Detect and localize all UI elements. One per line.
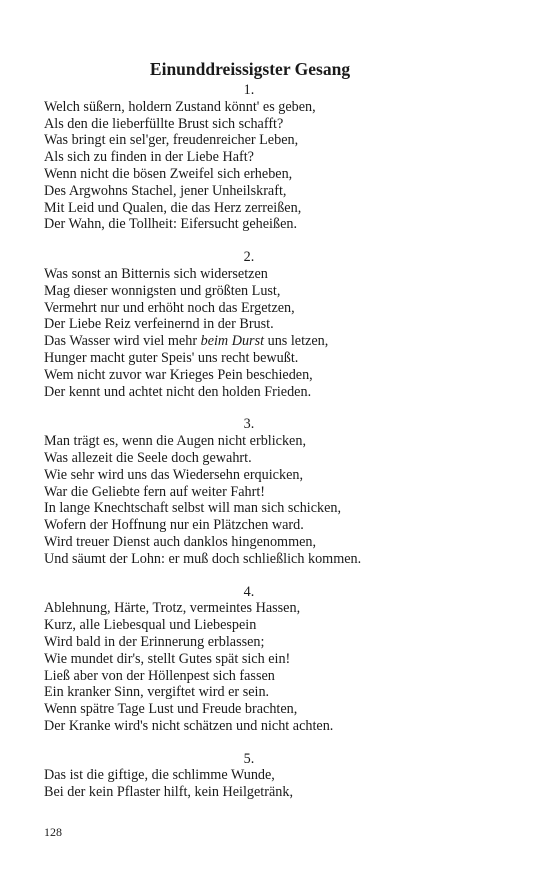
italic-text: beim Durst — [200, 333, 265, 350]
stanza — [44, 751, 504, 801]
verse-line: Wird bald in der Erinnerung erblassen; — [44, 633, 265, 650]
verse-line: Was allezeit die Seele doch gewahrt. — [44, 449, 252, 466]
verse-line: In lange Knechtschaft selbst will man sich schicken, — [44, 500, 342, 517]
verse-line: Vermehrt nur und erhöht noch das Ergetzen, — [44, 299, 295, 316]
verse-line: Das ist die giftige, die schlimme Wunde, — [44, 767, 275, 784]
stanza-number: 5. — [243, 750, 255, 767]
page-number: 128 — [44, 825, 62, 839]
verse-line: Man trägt es, wenn die Augen nicht erblicken, — [44, 433, 306, 450]
stanza-number: 3. — [243, 416, 255, 433]
verse-line: Was bringt ein sel'ger, freudenreicher Leben, — [44, 132, 299, 149]
verse-line: Wenn nicht die bösen Zweifel sich erheben, — [44, 165, 293, 182]
verse-line: Wie mundet dir's, stellt Gutes spät sich ein! — [44, 650, 291, 667]
stanza-number: 1. — [243, 82, 255, 98]
verse-line: Kurz, alle Liebesqual und Liebespein — [44, 617, 257, 634]
verse-line: Wem nicht zuvor war Krieges Pein beschieden, — [44, 366, 313, 383]
verse-line: Der Liebe Reiz verfeinernd in der Brust. — [44, 316, 274, 333]
verse-line: Wird treuer Dienst auch danklos hingenommen, — [44, 533, 317, 550]
verse-line: Was sonst an Bitternis sich widersetzen — [44, 265, 268, 282]
canto-title: Einunddreissigster Gesang — [149, 59, 351, 79]
verse-line: Der Kranke wird's nicht schätzen und nicht achten. — [44, 717, 334, 734]
verse-line: Wenn spätre Tage Lust und Freude brachten, — [44, 701, 298, 718]
stanza — [44, 416, 504, 567]
stanza-number: 4. — [243, 583, 255, 600]
verse-line: Bei der kein Pflaster hilft, kein Heilgetränk, — [44, 784, 293, 801]
verse-line: Mag dieser wonnigsten und größten Lust, — [44, 282, 281, 299]
verse-line: Welch süßern, holdern Zustand könnt' es geben, — [44, 98, 316, 115]
verse-line: Mit Leid und Qualen, die das Herz zerreißen, — [44, 199, 302, 216]
verse-line: Des Argwohns Stachel, jener Unheilskraft, — [44, 182, 287, 199]
verse-line: Wie sehr wird uns das Wiedersehn erquicken, — [44, 466, 304, 483]
verse-line: Als sich zu finden in der Liebe Haft? — [44, 149, 254, 166]
stanza — [44, 584, 504, 735]
verse-line: Der kennt und achtet nicht den holden Frieden. — [44, 383, 312, 400]
verse-line: Ablehnung, Härte, Trotz, vermeintes Hassen, — [44, 600, 301, 617]
stanza — [44, 249, 504, 400]
verse-line: Und säumt der Lohn: er muß doch schließlich kommen. — [44, 550, 362, 567]
verse-line: Hunger macht guter Speis' uns recht bewußt. — [44, 349, 299, 366]
stanza-list — [44, 82, 504, 817]
verse-line: Wofern der Hoffnung nur ein Plätzchen ward. — [44, 517, 304, 534]
verse-line: Als den die lieberfüllte Brust sich schafft? — [44, 115, 284, 132]
stanza-number: 2. — [243, 249, 255, 266]
verse-line: Ein kranker Sinn, vergiftet wird er sein. — [44, 684, 270, 701]
verse-line: War die Geliebte fern auf weiter Fahrt! — [44, 483, 266, 500]
verse-line: Ließ aber von der Höllenpest sich fassen — [44, 667, 275, 684]
stanza — [44, 82, 504, 233]
verse-line: Das Wasser wird viel mehr beim Durst uns letzen, — [44, 333, 329, 350]
verse-line: Der Wahn, die Tollheit: Eifersucht geheißen. — [44, 216, 298, 233]
